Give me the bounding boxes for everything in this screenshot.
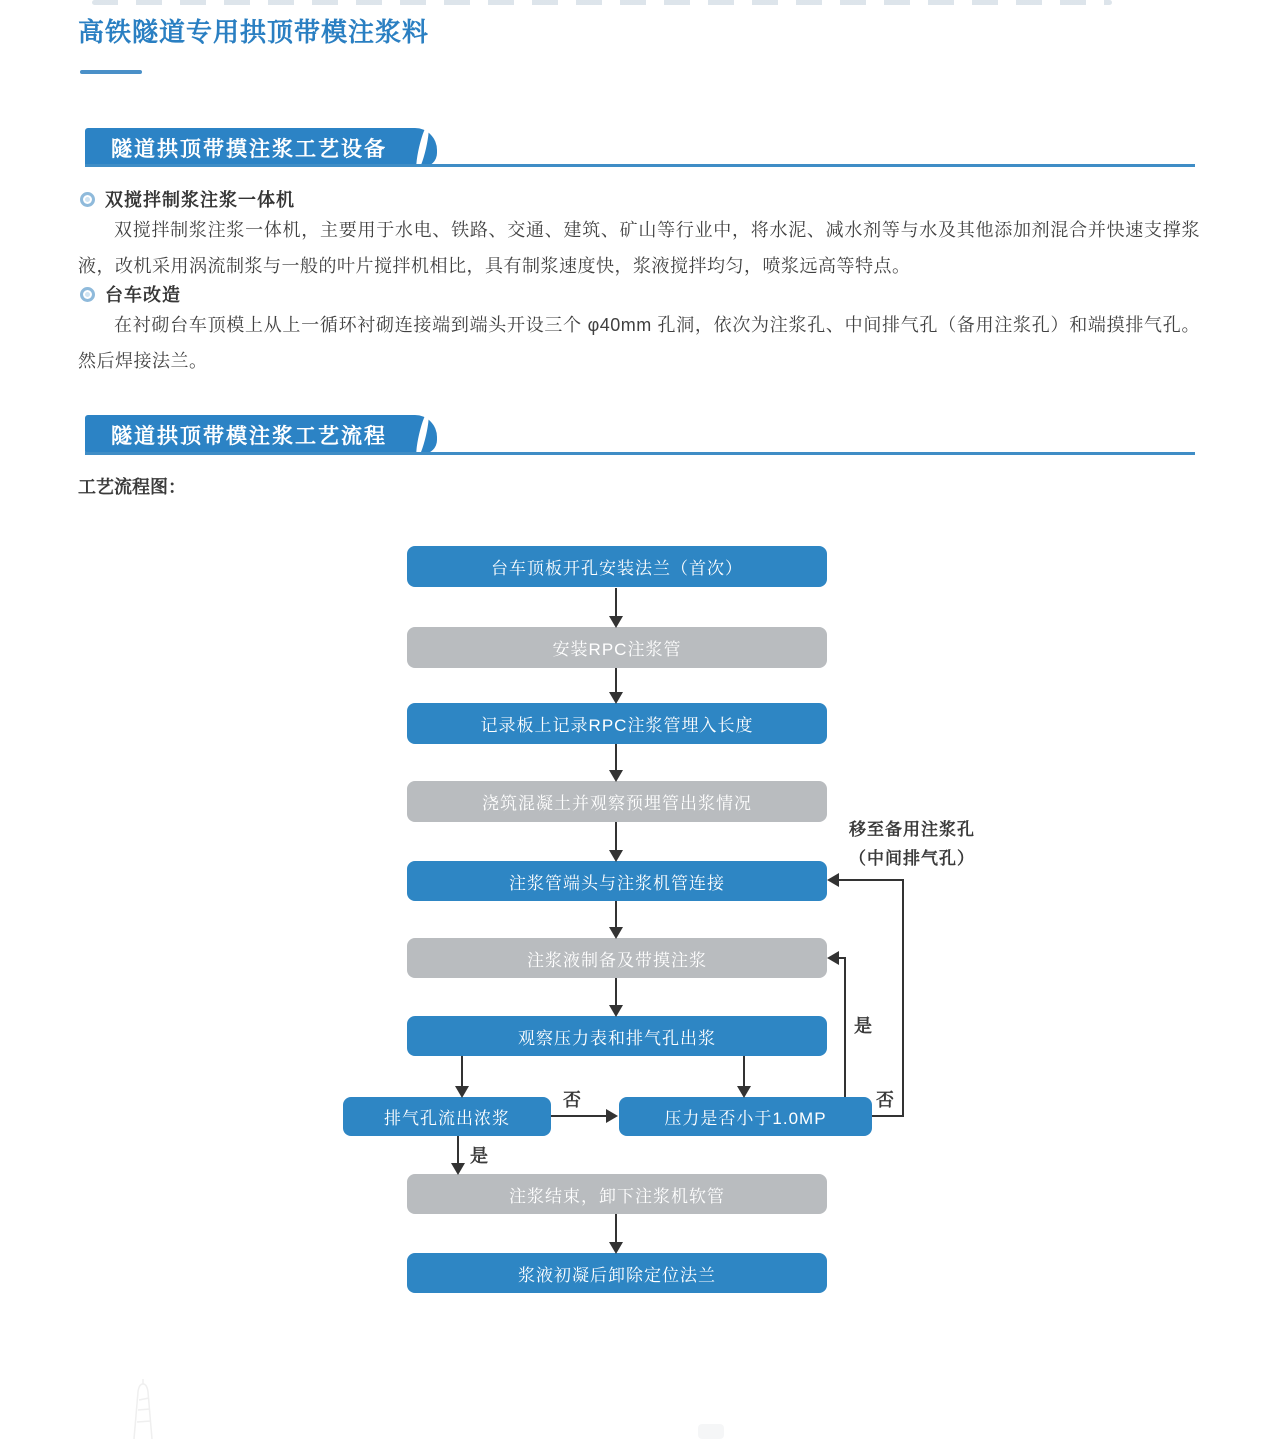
edge-label-no: 否 <box>876 1090 894 1110</box>
flow-step-install-rpc-pipe <box>407 627 827 668</box>
arrow-down-icon <box>609 616 623 628</box>
flow-step-observe-gauge <box>407 1016 827 1056</box>
title-underline <box>80 70 142 74</box>
flow-connector <box>743 1056 745 1088</box>
page-title: 高铁隧道专用拱顶带模注浆料 <box>78 17 430 47</box>
arrow-down-icon <box>451 1163 465 1175</box>
bullet-item-mixer <box>80 186 295 212</box>
flow-annotation-line2: （中间排气孔） <box>849 849 975 868</box>
flow-step-record-length <box>407 703 827 744</box>
flow-decision-vent-slurry <box>343 1097 551 1136</box>
arrow-down-icon <box>737 1086 751 1098</box>
flowchart-caption: 工艺流程图： <box>78 477 186 497</box>
edge-label-no: 否 <box>563 1090 581 1110</box>
ring-bullet-icon <box>80 287 95 302</box>
flow-step-end-grouting <box>407 1174 827 1214</box>
section-rule <box>85 164 1195 167</box>
flow-step-label: 浇筑混凝土并观察预埋管出浆情况 <box>482 794 752 813</box>
flow-step-label: 压力是否小于1.0MP <box>664 1109 827 1128</box>
flow-step-label: 注浆结束，卸下注浆机软管 <box>509 1186 725 1206</box>
flow-step-label: 排气孔流出浓浆 <box>384 1109 510 1128</box>
arrow-down-icon <box>609 850 623 862</box>
flow-connector <box>615 901 617 929</box>
arrow-down-icon <box>609 770 623 782</box>
paragraph-mixer: 双搅拌制浆注浆一体机，主要用于水电、铁路、交通、建筑、矿山等行业中，将水泥、减水剂等与水及其他添加剂混合并快速支撑浆液，改机采用涡流制浆与一般的叶片搅拌机相比，具有制浆速度快，浆液搅拌均匀，喷浆远高等特点。 <box>78 220 1200 276</box>
flow-decision-pressure <box>619 1097 872 1136</box>
flow-connector <box>457 1136 459 1165</box>
flow-step-label: 观察压力表和排气孔出浆 <box>518 1028 716 1048</box>
flow-step-connect-machine <box>407 861 827 901</box>
flow-connector <box>844 958 846 1097</box>
building-watermark <box>112 1378 192 1439</box>
paragraph-trolley: 在衬砌台车顶模上从上一循环衬砌连接端到端头开设三个 φ40mm 孔洞，依次为注浆孔、中间排气孔（备用注浆孔）和端摸排气孔。然后焊接法兰。 <box>78 315 1200 371</box>
cutoff-content-artifact <box>92 0 1112 5</box>
flow-step-pour-concrete <box>407 781 827 822</box>
section-banner-process <box>85 415 437 454</box>
flow-step-label: 记录板上记录RPC注浆管埋入长度 <box>480 716 754 735</box>
section-banner-equipment <box>85 128 437 167</box>
flow-step-label: 安装RPC注浆管 <box>552 640 682 659</box>
flow-connector <box>551 1115 607 1117</box>
flow-connector <box>902 880 904 1117</box>
flow-step-prepare-grout <box>407 938 827 978</box>
arrow-left-icon <box>827 951 839 965</box>
section-rule <box>85 452 1195 455</box>
flow-connector <box>615 1214 617 1244</box>
flow-connector <box>615 588 617 618</box>
bullet-label: 台车改造 <box>105 285 181 305</box>
flow-connector <box>872 1115 904 1117</box>
flow-annotation-line1: 移至备用注浆孔 <box>849 820 975 839</box>
edge-label-yes: 是 <box>470 1146 488 1166</box>
flow-connector <box>839 957 846 959</box>
bullet-label: 双搅拌制浆注浆一体机 <box>105 190 295 210</box>
flow-connector <box>461 1056 463 1088</box>
arrow-down-icon <box>609 927 623 939</box>
arrow-right-icon <box>606 1109 618 1123</box>
section-banner-process-label: 隧道拱顶带模注浆工艺流程 <box>111 424 387 448</box>
flow-step-label: 注浆管端头与注浆机管连接 <box>509 873 725 893</box>
arrow-down-icon <box>455 1086 469 1098</box>
flow-step-label: 浆液初凝后卸除定位法兰 <box>518 1265 716 1285</box>
section-banner-equipment-label: 隧道拱顶带摸注浆工艺设备 <box>111 137 387 161</box>
flow-connector <box>615 668 617 694</box>
flow-connector <box>615 744 617 772</box>
flow-connector <box>839 879 904 881</box>
arrow-down-icon <box>609 1242 623 1254</box>
flow-step-remove-flange <box>407 1253 827 1293</box>
arrow-left-icon <box>827 873 839 887</box>
arrow-down-icon <box>609 1005 623 1017</box>
flow-connector <box>615 822 617 852</box>
bullet-item-trolley <box>80 281 181 307</box>
flow-step-label: 台车顶板开孔安装法兰（首次） <box>491 559 743 578</box>
ring-bullet-icon <box>80 192 95 207</box>
faint-artifact <box>698 1424 724 1439</box>
flow-step-label: 注浆液制备及带摸注浆 <box>527 950 707 970</box>
edge-label-yes: 是 <box>854 1016 872 1036</box>
flow-step-drill-flange <box>407 546 827 587</box>
arrow-down-icon <box>609 692 623 704</box>
flow-connector <box>615 978 617 1007</box>
